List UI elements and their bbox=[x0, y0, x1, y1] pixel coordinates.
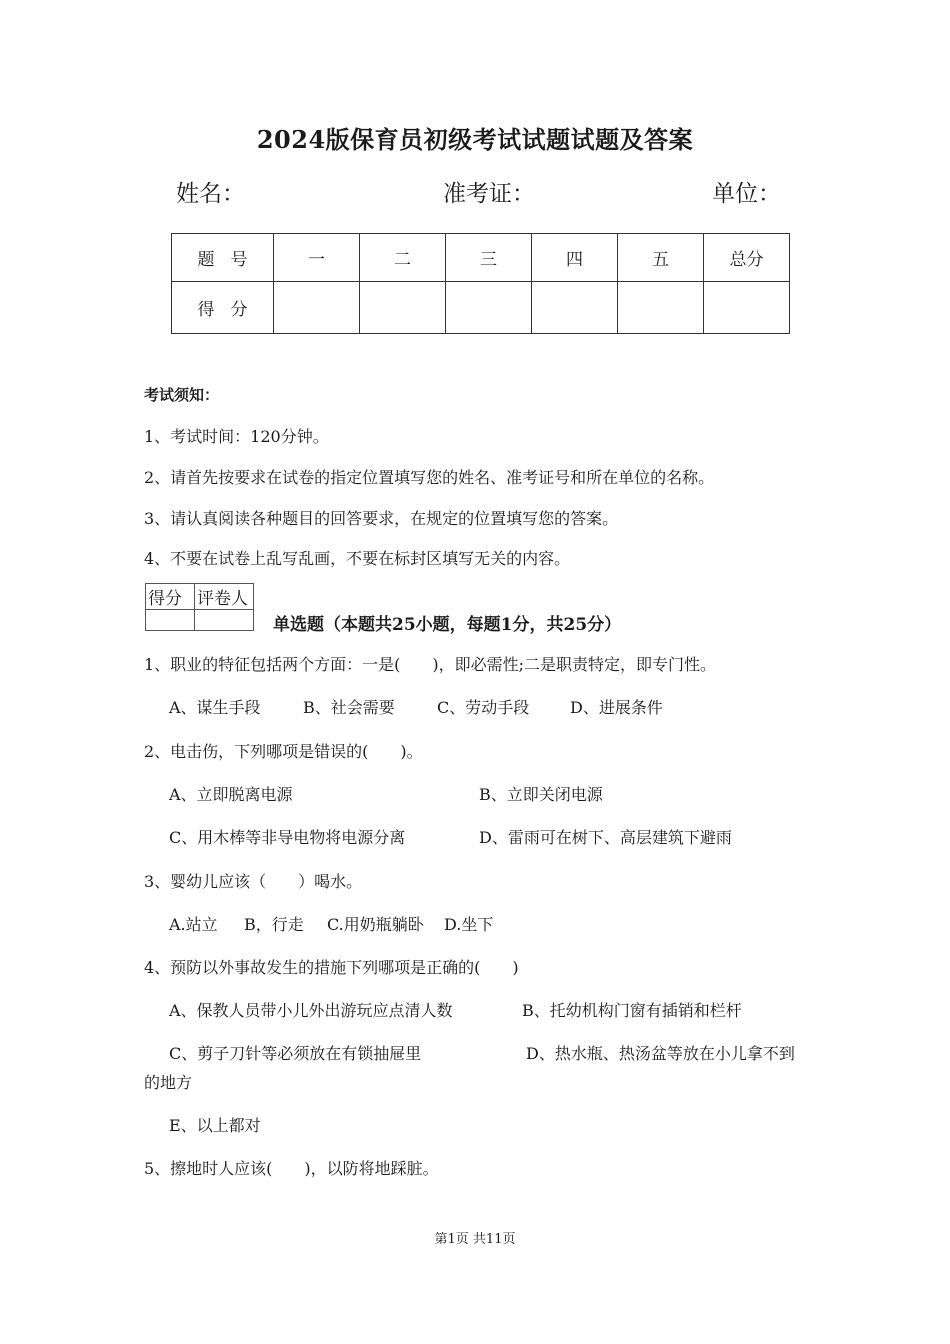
grader-name-cell[interactable] bbox=[195, 610, 254, 631]
option: A.站立 bbox=[169, 915, 218, 934]
name-label: 姓名： bbox=[176, 181, 245, 207]
option: D、进展条件 bbox=[570, 698, 663, 717]
score-table-row-header: 题号 bbox=[172, 234, 274, 282]
option: D、热水瓶、热汤盆等放在小儿拿不到 bbox=[526, 1044, 795, 1063]
option: C.用奶瓶躺卧 bbox=[327, 915, 424, 934]
score-table-score-label: 得分 bbox=[172, 282, 274, 334]
score-cell[interactable] bbox=[532, 282, 618, 334]
score-table-col-1: 一 bbox=[274, 234, 360, 282]
grader-score-cell[interactable] bbox=[146, 610, 195, 631]
option: A、保教人员带小儿外出游玩应点清人数 bbox=[169, 1001, 453, 1020]
question-stem: 4、预防以外事故发生的措施下列哪项是正确的( ) bbox=[144, 958, 519, 977]
option: B、立即关闭电源 bbox=[479, 785, 603, 804]
score-cell[interactable] bbox=[360, 282, 446, 334]
score-cell[interactable] bbox=[618, 282, 704, 334]
option: B、托幼机构门窗有插销和栏杆 bbox=[522, 1001, 742, 1020]
score-table bbox=[171, 233, 790, 334]
grader-name-label: 评卷人 bbox=[195, 584, 254, 610]
notice-item: 2、请首先按要求在试卷的指定位置填写您的姓名、准考证号和所在单位的名称。 bbox=[144, 468, 715, 487]
score-table-col-2: 二 bbox=[360, 234, 446, 282]
question-stem: 5、擦地时人应该( )，以防将地踩脏。 bbox=[144, 1159, 439, 1178]
page-title: 2024版保育员初级考试试题试题及答案 bbox=[256, 125, 694, 154]
notice-heading: 考试须知： bbox=[144, 386, 220, 404]
question-stem: 2、电击伤，下列哪项是错误的( )。 bbox=[144, 742, 423, 761]
option: C、劳动手段 bbox=[437, 698, 530, 717]
grader-box bbox=[145, 583, 254, 631]
notice-item: 4、不要在试卷上乱写乱画，不要在标封区填写无关的内容。 bbox=[144, 549, 571, 568]
score-table-col-5: 五 bbox=[618, 234, 704, 282]
option: C、剪子刀针等必须放在有锁抽屉里 bbox=[169, 1044, 422, 1063]
section-title: 单选题（本题共25小题，每题1分，共25分） bbox=[273, 615, 622, 635]
notice-item: 3、请认真阅读各种题目的回答要求，在规定的位置填写您的答案。 bbox=[144, 509, 619, 528]
option: B，行走 bbox=[244, 915, 304, 934]
option: C、用木棒等非导电物将电源分离 bbox=[169, 828, 406, 847]
option: A、谋生手段 bbox=[169, 698, 261, 717]
score-table-col-total: 总分 bbox=[704, 234, 790, 282]
notice-item: 1、考试时间：120分钟。 bbox=[144, 427, 329, 446]
page-footer: 第1页 共11页 bbox=[434, 1232, 516, 1247]
score-cell[interactable] bbox=[704, 282, 790, 334]
score-cell[interactable] bbox=[274, 282, 360, 334]
option: D、雷雨可在树下、高层建筑下避雨 bbox=[479, 828, 732, 847]
grader-score-label: 得分 bbox=[146, 584, 195, 610]
option-continuation: 的地方 bbox=[144, 1073, 193, 1092]
score-table-col-3: 三 bbox=[446, 234, 532, 282]
option: B、社会需要 bbox=[303, 698, 395, 717]
score-table-col-4: 四 bbox=[532, 234, 618, 282]
exam-id-label: 准考证： bbox=[443, 181, 535, 207]
question-stem: 3、婴幼儿应该（ ）喝水。 bbox=[144, 872, 363, 891]
question-stem: 1、职业的特征包括两个方面：一是( )，即必需性;二是职责特定，即专门性。 bbox=[144, 655, 717, 674]
score-cell[interactable] bbox=[446, 282, 532, 334]
option: E、以上都对 bbox=[169, 1116, 261, 1135]
unit-label: 单位： bbox=[712, 181, 781, 207]
option: D.坐下 bbox=[444, 915, 494, 934]
option: A、立即脱离电源 bbox=[169, 785, 293, 804]
